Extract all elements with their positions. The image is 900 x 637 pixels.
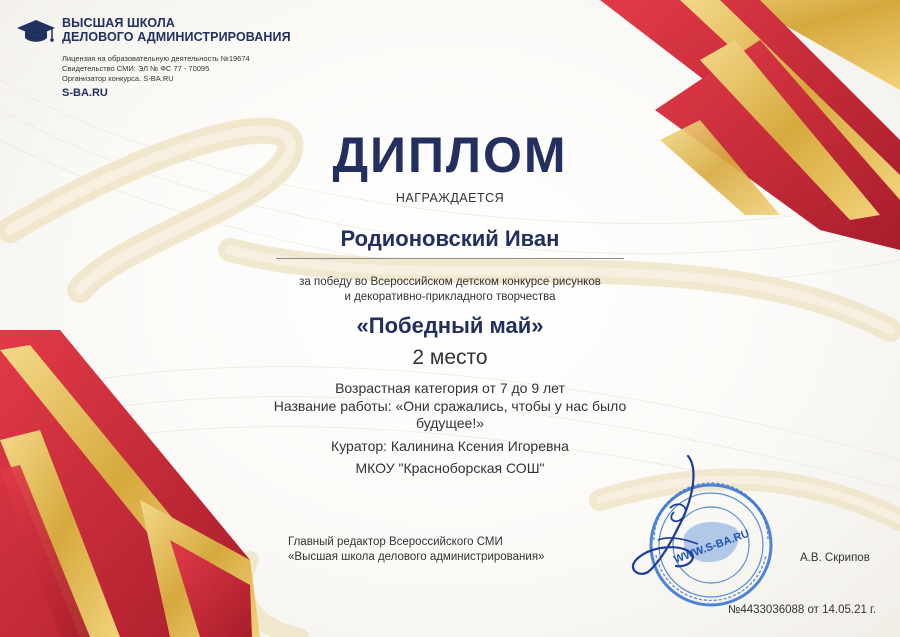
recipient-name: Родионовский Иван bbox=[340, 226, 560, 251]
editor-title bbox=[288, 535, 544, 565]
recipient-underline bbox=[276, 258, 624, 259]
participant-details bbox=[240, 380, 660, 478]
signer-name: А.В. Скрипов bbox=[800, 552, 870, 564]
organization-name-line2: ДЕЛОВОГО АДМИНИСТРИРОВАНИЯ bbox=[62, 30, 291, 44]
handwritten-signature bbox=[618, 448, 708, 578]
organization-logo-block bbox=[16, 16, 316, 99]
stamp-center-text: WWW.S-BA.RU bbox=[672, 527, 752, 567]
school-name: МКОУ "Красноборская СОШ" bbox=[355, 460, 545, 476]
contest-name: «Победный май» bbox=[356, 313, 544, 338]
editor-title-line1: Главный редактор Всероссийского СМИ bbox=[288, 536, 503, 548]
media-certificate-text: Свидетельство СМИ: ЭЛ № ФС 77 - 70095 bbox=[62, 64, 210, 73]
editor-title-line2: «Высшая школа делового администрирования» bbox=[288, 551, 545, 563]
awarded-label: НАГРАЖДАЕТСЯ bbox=[395, 191, 505, 205]
organization-site: S-BA.RU bbox=[62, 87, 108, 99]
certificate-number: №4433036088 от 14.05.21 г. bbox=[728, 604, 877, 616]
organizer-text: Организатор конкурса. S-BA.RU bbox=[62, 74, 174, 83]
place-awarded: 2 место bbox=[412, 346, 488, 369]
award-reason bbox=[240, 275, 660, 305]
age-category: Возрастная категория от 7 до 9 лет bbox=[335, 380, 565, 396]
top-right-ribbons bbox=[560, 0, 900, 250]
diploma-title: ДИПЛОМ bbox=[332, 127, 568, 183]
license-text: Лицензия на образовательную деятельность №19674 bbox=[62, 54, 250, 63]
award-reason-line1: за победу во Всероссийском детском конкурсе рисунков bbox=[299, 276, 601, 288]
curator-name: Куратор: Калинина Ксения Игоревна bbox=[331, 437, 569, 454]
bottom-left-ribbons bbox=[0, 330, 260, 637]
award-reason-line2: и декоративно-прикладного творчества bbox=[344, 291, 556, 303]
organization-name-line1: ВЫСШАЯ ШКОЛА bbox=[62, 16, 175, 30]
graduation-cap-icon bbox=[16, 16, 56, 46]
work-title: Название работы: «Они сражались, чтобы у нас было будущее!» bbox=[273, 397, 627, 431]
